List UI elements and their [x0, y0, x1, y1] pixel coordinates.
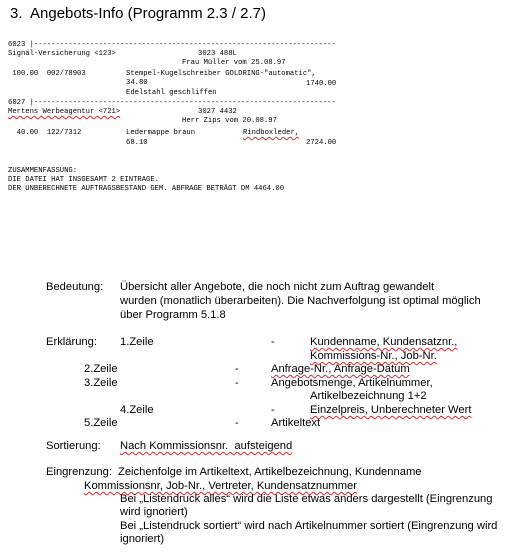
section-heading: 3. Angebots-Info (Programm 2.3 / 2.7): [10, 5, 266, 22]
report-total-2: 2724.00: [306, 139, 337, 147]
report-price-1: 34.80: [126, 79, 148, 87]
report-contact-1: Frau Müller vom 25.08.97: [182, 59, 286, 67]
report-summary-line-2: DER UNBERECHNETE AUFTRAGSBESTAND GEM. ABFRAGE BETRÄGT DM 4464.00: [8, 185, 285, 193]
erklaerung-row-2-label: 2.Zeile: [84, 363, 118, 375]
bedeutung-line-2: wurden (monatlich überarbeiten). Die Nachverfolgung ist optimal möglich: [120, 295, 481, 307]
report-desc1-2: Ledermappe braun: [126, 129, 196, 137]
report-desc2-1: Edelstahl geschliffen: [126, 89, 217, 97]
report-qty-art-1: 100.00 002/78903: [8, 70, 86, 78]
report-total-1: 1740.00: [306, 80, 337, 88]
eingrenzung-note-2a: Bei „Listendruck sortiert“ wird nach Artikelnummer sortiert (Eingrenzung wird: [120, 520, 498, 532]
eingrenzung-line-2: Kommissionsnr, Job-Nr., Vertreter, Kundensatznummer: [84, 480, 357, 492]
eingrenzung-note-1a: Bei „Listendruck alles“ wird die Liste etwas anders dargestellt (Eingrenzung: [120, 493, 493, 505]
sortierung-label: Sortierung:: [46, 440, 101, 452]
report-company-2: Mertens Werbeagentur <721>: [8, 108, 121, 116]
erklaerung-row-1-text: Kundenname, Kundensatznr.,: [310, 336, 458, 348]
erklaerung-row-4-label: 4.Zeile: [120, 404, 154, 416]
report-contact-2: Herr Zips vom 20.08.97: [182, 117, 277, 125]
erklaerung-row-2-text: Anfrage-Nr., Anfrage-Datum: [271, 363, 410, 375]
erklaerung-row-3-text: Angebotsmenge, Artikelnummer,: [271, 377, 433, 389]
bedeutung-label: Bedeutung:: [46, 281, 104, 293]
sortierung-text: Nach Kommissionsnr. aufsteigend: [120, 440, 293, 452]
erklaerung-row-5-label: 5.Zeile: [84, 417, 118, 429]
erklaerung-row-3-cont: Artikelbezeichnung 1+2: [310, 390, 427, 402]
report-offer-no-2: 3027 4432: [198, 108, 237, 116]
report-summary-line-1: DIE DATEI HAT INSGESAMT 2 EINTRAGE.: [8, 176, 159, 184]
erklaerung-row-3-dash: -: [235, 377, 239, 389]
report-offer-no-1: 3023 488L: [198, 50, 237, 58]
erklaerung-row-5-text: Artikeltext: [271, 417, 321, 429]
report-qty-art-2: 40.00 122/7312: [8, 129, 82, 137]
erklaerung-row-2-dash: -: [235, 363, 239, 375]
eingrenzung-note-2b: ignoriert): [120, 533, 165, 545]
report-divider-2: 6027 |----------------------------------------------------------------------: [8, 99, 336, 107]
erklaerung-row-1-label: 1.Zeile: [120, 336, 154, 348]
erklaerung-row-1-dash: -: [271, 336, 275, 348]
erklaerung-row-4-text: Einzelpreis, Unberechneter Wert: [310, 404, 472, 416]
report-desc1b-2: Rindboxleder,: [243, 129, 300, 137]
bedeutung-line-3: über Programm 5.1.8: [120, 309, 226, 321]
eingrenzung-note-1b: wird ignoriert): [120, 506, 188, 518]
report-company-1: Signal-Versicherung <123>: [8, 50, 116, 58]
erklaerung-row-4-dash: -: [271, 404, 275, 416]
report-divider-1: 6023 |----------------------------------------------------------------------: [8, 41, 336, 49]
erklaerung-row-5-dash: -: [235, 417, 239, 429]
eingrenzung-label: Eingrenzung:: [46, 466, 112, 478]
report-summary-title: ZUSAMMENFASSUNG:: [8, 167, 78, 175]
erklaerung-row-1-cont: Kommissions-Nr., Job-Nr.: [310, 350, 437, 362]
eingrenzung-line-1: Zeichenfolge im Artikeltext, Artikelbezeichnung, Kundenname: [118, 466, 422, 478]
erklaerung-label: Erklärung:: [46, 336, 97, 348]
report-price-2: 68.10: [126, 139, 148, 147]
report-desc1-1: Stempel-Kugelschreiber GOLDRING-"automatic",: [126, 70, 316, 78]
bedeutung-line-1: Übersicht aller Angebote, die noch nicht zum Auftrag gewandelt: [120, 281, 435, 293]
erklaerung-row-3-label: 3.Zeile: [84, 377, 118, 389]
